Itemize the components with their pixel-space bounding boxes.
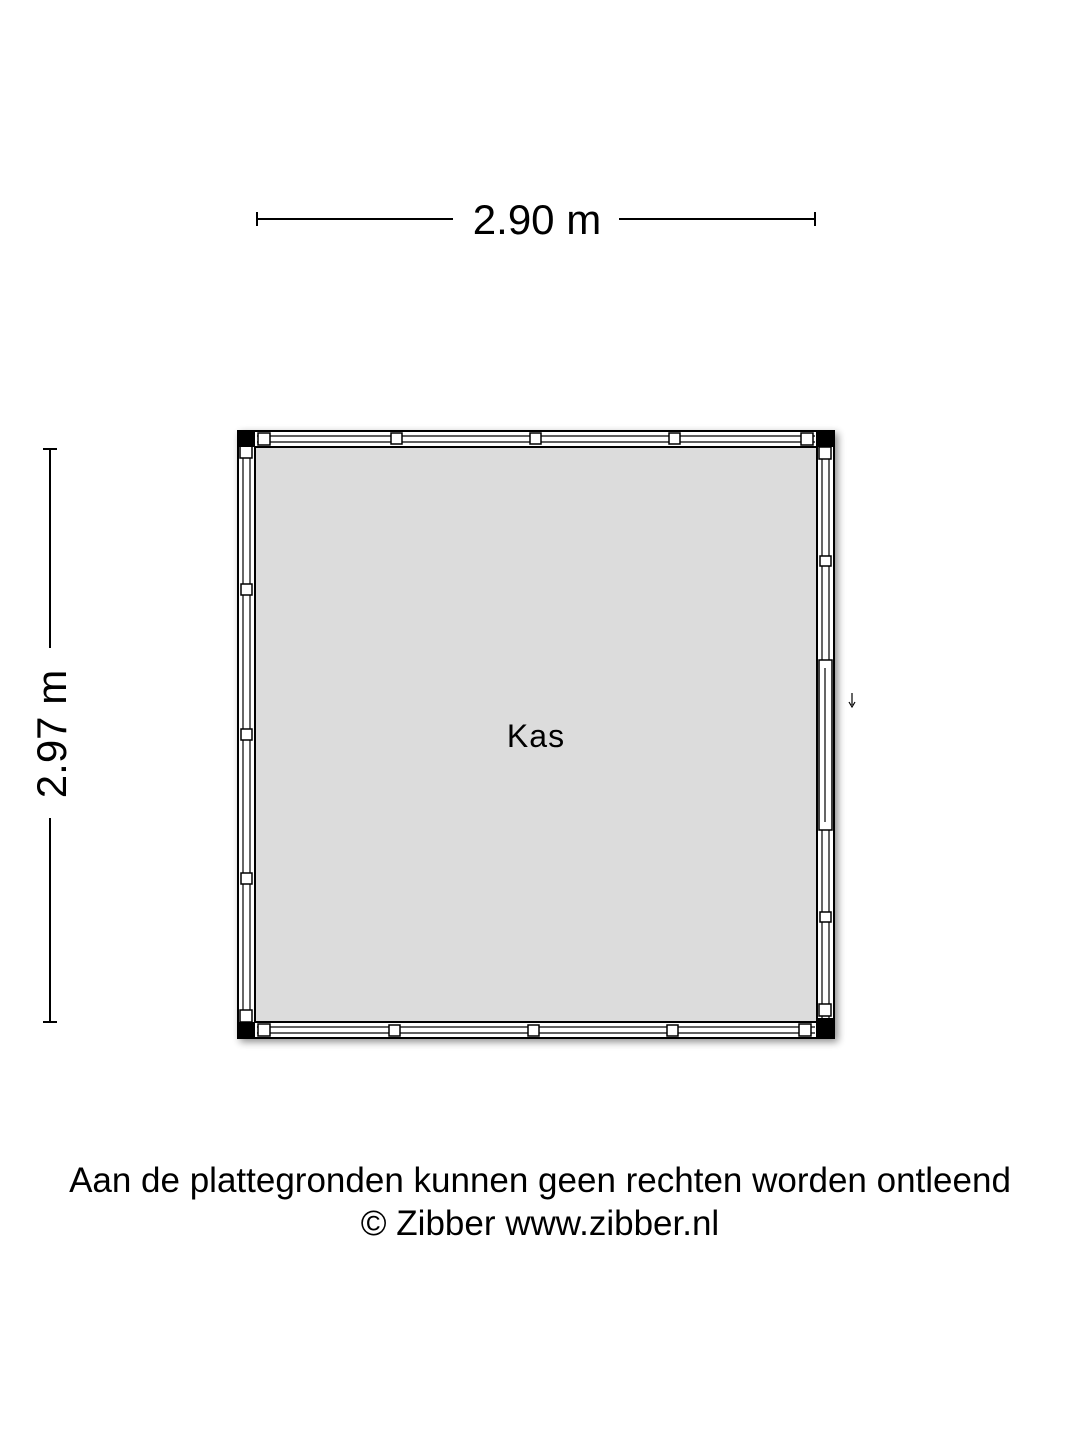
corner-post-top-right [816, 431, 834, 447]
depth-dimension [28, 449, 75, 1022]
right-wall-mullion [819, 1004, 831, 1016]
top-wall-mullion [258, 433, 270, 445]
right-wall-mullion [820, 556, 831, 566]
top-wall-mullion [669, 433, 680, 444]
copyright-text: © Zibber www.zibber.nl [360, 1204, 720, 1243]
right-wall-mullion [819, 447, 831, 459]
entrance-arrow-icon [849, 693, 855, 707]
left-wall-mullion [240, 446, 252, 458]
bottom-wall-mullion [528, 1025, 539, 1036]
corner-post-bottom-right [816, 1018, 834, 1038]
bottom-wall-mullion [799, 1024, 811, 1036]
top-wall-mullion [391, 433, 402, 444]
left-wall-mullion [241, 873, 252, 884]
left-wall-mullion [241, 729, 252, 740]
width-dimension [257, 196, 815, 243]
left-wall-mullion [240, 1010, 252, 1022]
left-wall-mullion [241, 584, 252, 595]
bottom-wall-mullion [667, 1025, 678, 1036]
right-wall-mullion [820, 912, 831, 922]
room-name-label: Kas [506, 718, 566, 754]
top-wall-mullion [530, 433, 541, 444]
disclaimer-text: Aan de plattegronden kunnen geen rechten worden ontleend [69, 1161, 1011, 1200]
bottom-wall-mullion [258, 1024, 270, 1036]
top-wall-mullion [801, 433, 813, 445]
width-dimension-label: 2.90 m [472, 196, 602, 243]
corner-post-bottom-left [238, 1022, 255, 1038]
depth-dimension-label: 2.97 m [28, 669, 75, 799]
corner-post-top-left [238, 431, 255, 447]
bottom-wall-mullion [389, 1025, 400, 1036]
